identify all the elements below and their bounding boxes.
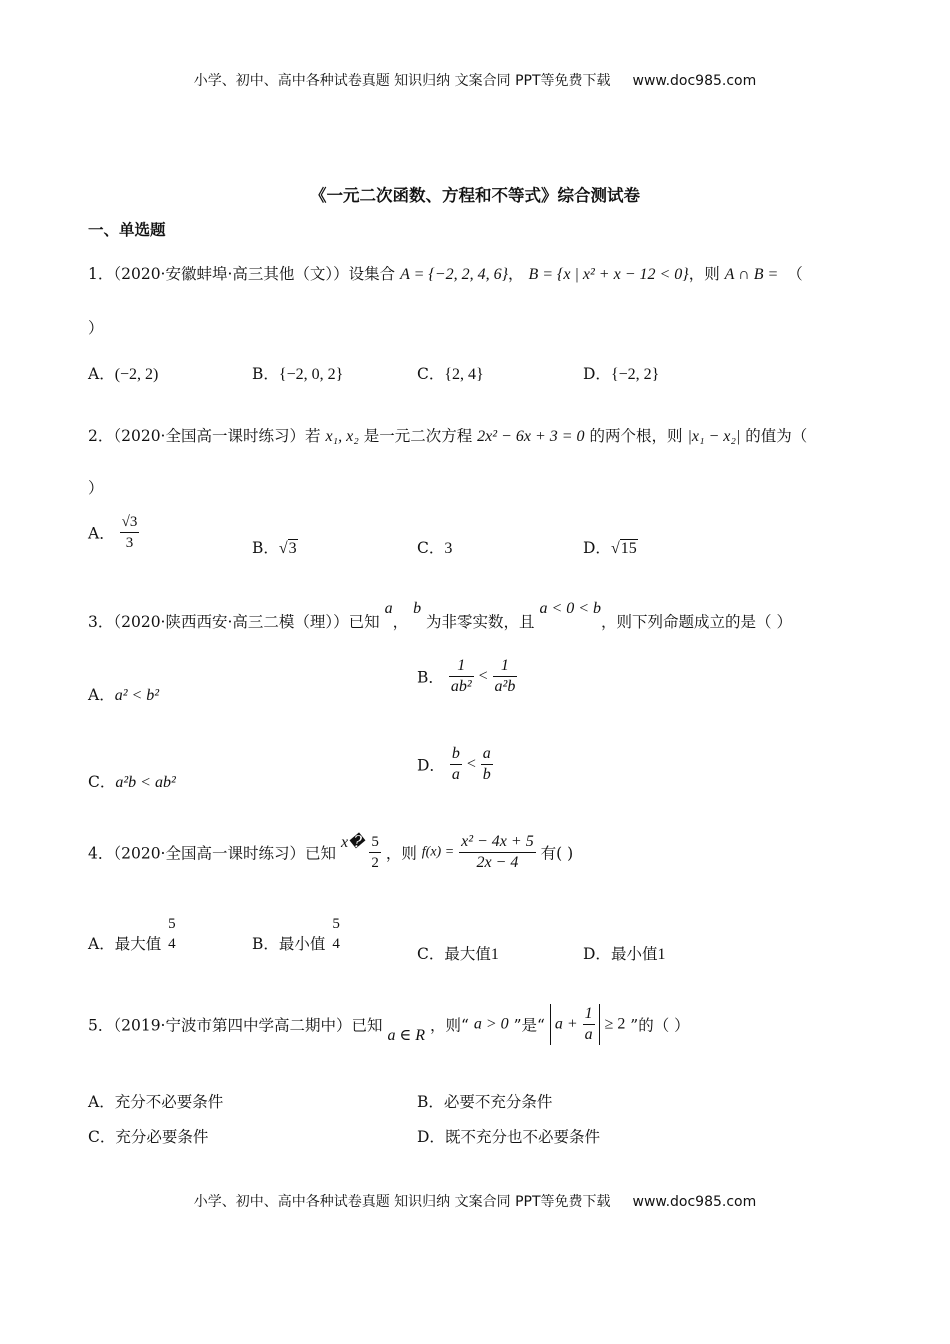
question-5 bbox=[88, 1004, 690, 1045]
q4-var-x: x� bbox=[340, 834, 365, 851]
q2-option-c[interactable] bbox=[417, 536, 452, 558]
q4-option-b[interactable] bbox=[252, 914, 342, 954]
option-value: {2, 4} bbox=[444, 366, 484, 383]
fraction-den: a²b bbox=[494, 678, 516, 695]
q1-close: ） bbox=[88, 319, 104, 337]
option-label: B． bbox=[252, 365, 279, 383]
option-value: 15 bbox=[620, 540, 637, 557]
q2-option-b[interactable] bbox=[252, 536, 298, 558]
option-sqrt: √3 bbox=[278, 540, 297, 557]
q3-post: ，则下列命题成立的是（ ） bbox=[601, 613, 792, 631]
q3-comma: ， bbox=[392, 613, 409, 631]
fraction-den: 3 bbox=[125, 535, 134, 551]
option-text: 必要不充分条件 bbox=[443, 1093, 553, 1111]
fraction-den: 4 bbox=[168, 936, 176, 952]
option-value: 3 bbox=[444, 540, 453, 557]
q5-condition: a ∈ R bbox=[387, 1027, 426, 1044]
option-label: A． bbox=[88, 935, 115, 953]
q1-option-b[interactable] bbox=[252, 362, 343, 384]
q4-option-d[interactable] bbox=[583, 942, 665, 964]
q5-abs-expr bbox=[550, 1004, 600, 1045]
fraction-den: 2x − 4 bbox=[476, 854, 519, 871]
option-value: (−2, 2) bbox=[114, 366, 159, 383]
fraction-num: 1 bbox=[493, 656, 518, 677]
option-text: 充分不必要条件 bbox=[114, 1093, 224, 1111]
fraction-num: 5 bbox=[369, 832, 381, 853]
option-label: C． bbox=[88, 1128, 116, 1146]
option-text: 最大值 bbox=[444, 945, 491, 963]
fraction-den: a bbox=[584, 1026, 593, 1043]
question-1 bbox=[88, 262, 803, 284]
option-value: 1 bbox=[490, 946, 499, 963]
q3-option-d[interactable] bbox=[417, 744, 493, 785]
option-fraction bbox=[166, 914, 178, 954]
option-label: C． bbox=[417, 365, 445, 383]
option-text: 最大值 bbox=[114, 935, 162, 953]
fraction-num: 1 bbox=[583, 1004, 595, 1025]
option-text: 充分必要条件 bbox=[115, 1128, 209, 1146]
q2-vars: x₁, x₂ bbox=[325, 428, 359, 445]
page-title: 《一元二次函数、方程和不等式》综合测试卷 bbox=[310, 186, 640, 205]
option-operator: < bbox=[478, 667, 488, 685]
option-label: B． bbox=[252, 539, 279, 557]
q5-p: a > 0 bbox=[473, 1015, 509, 1033]
q1-stem: 1．（2020·安徽蚌埠·高三其他（文））设集合 bbox=[88, 265, 396, 283]
q2-option-a[interactable] bbox=[88, 512, 139, 553]
q4-function-fraction bbox=[459, 832, 536, 873]
q2-mid: 是一元二次方程 bbox=[363, 427, 473, 445]
option-fraction-left bbox=[449, 656, 474, 697]
q3-stem: 3．（2020·陕西西安·高三二模（理））已知 bbox=[88, 613, 380, 631]
q4-stem: 4．（2020·全国高一课时练习）已知 bbox=[88, 844, 336, 863]
footer-site-link[interactable]: www.doc985.com bbox=[632, 1194, 757, 1210]
fraction-num: a bbox=[481, 744, 493, 765]
option-label: C． bbox=[417, 945, 445, 963]
option-label: A． bbox=[88, 365, 115, 383]
q2-abs: |x₁ − x₂| bbox=[687, 428, 741, 445]
q3-mid: 为非零实数，且 bbox=[426, 613, 535, 631]
fraction-num: √3 bbox=[120, 512, 140, 533]
option-text: 最小值 bbox=[278, 935, 326, 953]
q3-option-a[interactable] bbox=[88, 683, 159, 705]
fraction-num: 5 bbox=[168, 916, 176, 932]
section-heading: 一、单选题 bbox=[88, 221, 166, 239]
option-label: D． bbox=[583, 365, 611, 383]
q2-stem: 2．（2020·全国高一课时练习）若 bbox=[88, 427, 321, 445]
footer-text: 小学、初中、高中各种试卷真题 知识归纳 文案合同 PPT等免费下载 bbox=[193, 1194, 611, 1210]
q4-option-c[interactable] bbox=[417, 942, 499, 964]
q4-post: 有( ) bbox=[540, 844, 574, 863]
q5-stem: 5．（2019·宁波市第四中学高二期中）已知 bbox=[88, 1016, 383, 1035]
q1-option-a[interactable] bbox=[88, 362, 158, 384]
q5-ge: ≥ 2 bbox=[604, 1015, 626, 1033]
q2-post: 的值为（ bbox=[745, 427, 808, 445]
q3-condition: a < 0 < b bbox=[539, 600, 602, 617]
fraction-num: b bbox=[450, 744, 462, 765]
q3-var-a: a bbox=[384, 600, 393, 617]
option-label: A． bbox=[88, 686, 115, 704]
option-label: D． bbox=[583, 539, 611, 557]
option-label: A． bbox=[88, 524, 115, 543]
q5-mid2: ”是“ bbox=[513, 1016, 545, 1035]
option-label: B． bbox=[252, 935, 279, 953]
q2-option-d[interactable] bbox=[583, 536, 638, 558]
q1-post: ，则 bbox=[688, 265, 720, 283]
page-footer bbox=[0, 1191, 950, 1211]
q4-fraction bbox=[369, 832, 381, 873]
question-3 bbox=[88, 600, 792, 632]
option-fraction bbox=[330, 914, 342, 954]
fraction-den: 2 bbox=[371, 855, 379, 871]
q3-var-b: b bbox=[413, 600, 422, 617]
option-text: 最小值 bbox=[610, 945, 658, 963]
option-label: A． bbox=[88, 1093, 115, 1111]
option-fraction bbox=[120, 512, 140, 553]
question-4 bbox=[88, 832, 573, 873]
option-operator: < bbox=[466, 755, 476, 773]
header-site-link[interactable]: www.doc985.com bbox=[632, 73, 757, 89]
q5-mid: ，则“ bbox=[430, 1016, 469, 1035]
option-label: D． bbox=[417, 756, 445, 775]
q1-sep: ， bbox=[507, 265, 524, 283]
q3-option-c[interactable] bbox=[88, 770, 176, 792]
question-2 bbox=[88, 424, 807, 446]
option-value: {−2, 2} bbox=[610, 366, 660, 383]
q2-mid2: 的两个根，则 bbox=[589, 427, 683, 445]
q1-set-b: B = {x | x² + x − 12 < 0} bbox=[528, 266, 689, 283]
q5-option-a[interactable] bbox=[88, 1090, 223, 1112]
q1-option-c[interactable] bbox=[417, 362, 484, 384]
q4-mid: ，则 bbox=[385, 844, 417, 863]
q1-option-d[interactable] bbox=[583, 362, 659, 384]
option-label: D． bbox=[583, 945, 611, 963]
fraction-num: 5 bbox=[332, 916, 340, 932]
q4-option-a[interactable] bbox=[88, 914, 178, 954]
q1-set-a: A = {−2, 2, 4, 6} bbox=[400, 266, 508, 283]
q4-function: f(x) = bbox=[421, 844, 455, 860]
q1-paren: （ bbox=[787, 265, 803, 283]
page-header bbox=[0, 70, 950, 90]
q5-abs-a: a + bbox=[554, 1015, 578, 1033]
option-sqrt: √15 bbox=[610, 540, 637, 557]
fraction-den: a bbox=[451, 766, 460, 783]
option-label: B． bbox=[417, 1093, 444, 1111]
option-fraction-right bbox=[481, 744, 493, 785]
option-label: D． bbox=[417, 1128, 445, 1146]
fraction-num: x² − 4x + 5 bbox=[459, 832, 536, 853]
option-label: B． bbox=[417, 668, 444, 687]
q2-close: ） bbox=[88, 479, 104, 497]
option-fraction-right bbox=[493, 656, 518, 697]
fraction-den: ab² bbox=[450, 678, 472, 695]
option-label: C． bbox=[88, 773, 116, 791]
option-value: a²b < ab² bbox=[115, 774, 176, 791]
header-text: 小学、初中、高中各种试卷真题 知识归纳 文案合同 PPT等免费下载 bbox=[193, 73, 611, 89]
q2-equation: 2x² − 6x + 3 = 0 bbox=[477, 428, 585, 445]
fraction-num: 1 bbox=[449, 656, 474, 677]
q5-option-c[interactable] bbox=[88, 1125, 208, 1147]
q3-option-b[interactable] bbox=[417, 656, 517, 697]
option-value: 1 bbox=[657, 946, 666, 963]
fraction-den: 4 bbox=[332, 936, 340, 952]
q1-expr: A ∩ B = bbox=[724, 266, 779, 283]
option-value: {−2, 0, 2} bbox=[278, 366, 344, 383]
q5-abs-fraction bbox=[583, 1004, 595, 1045]
fraction-den: b bbox=[482, 766, 491, 783]
option-value: a² < b² bbox=[114, 687, 160, 704]
option-value: 3 bbox=[288, 540, 297, 557]
q5-post: ”的（ ） bbox=[630, 1016, 690, 1035]
q5-option-d[interactable] bbox=[417, 1125, 600, 1147]
option-label: C． bbox=[417, 539, 445, 557]
q5-option-b[interactable] bbox=[417, 1090, 552, 1112]
option-fraction-left bbox=[450, 744, 462, 785]
option-text: 既不充分也不必要条件 bbox=[444, 1128, 600, 1146]
